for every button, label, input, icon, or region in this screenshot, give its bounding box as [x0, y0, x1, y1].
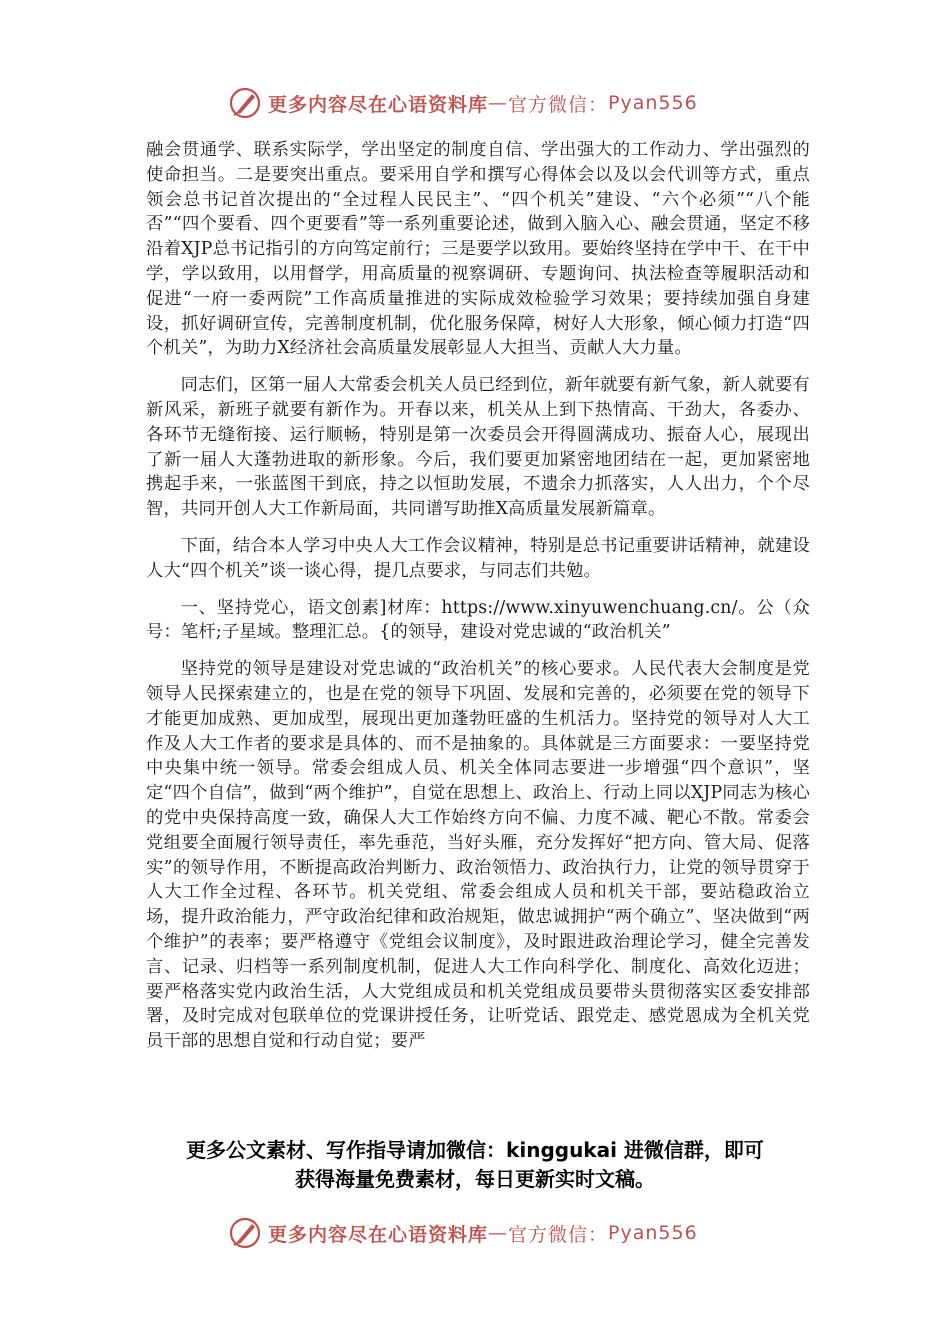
paragraph-intro: 下面，结合本人学习中央人大工作会议精神，特别是总书记重要讲话精神，就建设人大“四个机关”谈一谈心得，提几点要求，与同志们共勉。 [146, 535, 810, 581]
paragraph-party-leadership: 坚持党的领导是建设对党忠诚的“政治机关”的核心要求。人民代表大会制度是党领导人民探索建立的，也是在党的领导下巩固、发展和完善的，必须要在党的领导下才能更加成熟、更加成型，展现出更加蓬勃旺盛的生机活力。坚持党的领导对人大工作及人大工作者的要求是具体的、而不是抽象的。具体就是三方面要求：一要坚持党中央集中统一领导。常委会组成人员、机关全体同志要进一步增强“四个意识”，坚定“四个自信”，做到“两个维护”，自觉在思想上、政治上、行动上同以XJP同志为核心的党中央保持高度一致，确保人大工作始终方向不偏、力度不减、靶心不散。常委会党组要全面履行领导责任，率先垂范，当好头雁，充分发挥好“把方向、管大局、促落实”的领导作用，不断提高政治判断力、政治领悟力、政治执行力，让党的领导贯穿于人大工作全过程、各环节。机关党组、常委会组成人员和机关干部，要站稳政治立场，提升政治能力，严守政治纪律和政治规矩，做忠诚拥护“两个确立”、坚决做到“两个维护”的表率；要严格遵守《党组会议制度》，及时跟进政治理论学习，健全完善发言、记录、归档等一系列制度机制，促进人大工作向科学化、制度化、高效化迈进；要严格落实党内政治生活，人大党组成员和机关党组成员要带头贯彻落实区委安排部署，及时完成对包联单位的党课讲授任务，让听党话、跟党走、感党恩成为全机关党员干部的思想自觉和行动自觉；要严 [146, 659, 810, 1052]
watermark-wechat-id: Pyan556 [608, 92, 698, 114]
header-watermark [228, 86, 698, 120]
watermark-official-label: 官方微信： [508, 93, 609, 116]
paragraph-continuation: 融会贯通学、联系实际学，学出坚定的制度自信、学出强大的工作动力、学出强烈的使命担当。二是要突出重点。要采用自学和撰写心得体会以及以会代训等方式，重点领会总书记首次提出的“全过程人民民主”、“四个机关”建设、“六个必须”“八个能否”“四个要看、四个更要看”等一系列重要论述，做到入脑入心、融会贯通，坚定不移沿着XJP总书记指引的方向笃定前行；三是要学以致用。要始终坚持在学中干、在干中学，学以致用，以用督学，用高质量的视察调研、专题询问、执法检查等履职活动和促进“一府一委两院”工作高质量推进的实际成效检验学习效果；要持续加强自身建设，抓好调研宣传，完善制度机制，优化服务保障，树好人大形象，倾心倾力打造“四个机关”，为助力X经济社会高质量发展彰显人大担当、贡献人大力量。 [146, 140, 810, 359]
promo-line-2: 获得海量免费素材，每日更新实时文稿。 [295, 1167, 655, 1191]
watermark-brand: 更多内容尽在心语资料库 [268, 93, 489, 116]
watermark-separator: — [488, 92, 509, 114]
paragraph-comrades: 同志们，区第一届人大常委会机关人员已经到位，新年就要有新气象，新人就要有新风采，新班子就要有新作为。开春以来，机关从上到下热情高、干劲大，各委办、各环节无缝衔接、运行顺畅，特别是第一次委员会开得圆满成功、振奋人心，展现出了新一届人大蓬勃进取的新形象。今后，我们要更加紧密地团结在一起，更加紧密地携起手来，一张蓝图干到底，持之以恒助发展，不遗余力抓落实，人人出力，个个尽智，共同开创人大工作新局面，共同谱写助推X高质量发展新篇章。 [146, 375, 810, 520]
section-heading-1: 一、坚持党心，语文创素]材库：https://www.xinyuwenchuang.cn/。公（众号：笔杆;子星域。整理汇总。{的领导，建设对党忠诚的“政治机关” [146, 597, 810, 643]
footer-watermark [228, 1216, 698, 1250]
watermark-wechat-id: Pyan556 [608, 1222, 698, 1244]
watermark-brand: 更多内容尽在心语资料库 [268, 1223, 489, 1246]
pen-circle-logo-icon [228, 86, 262, 120]
watermark-separator: — [488, 1222, 509, 1244]
document-body [146, 138, 810, 1066]
pen-circle-logo-icon [228, 1216, 262, 1250]
promo-text [120, 1136, 830, 1194]
watermark-official-label: 官方微信： [508, 1223, 609, 1246]
promo-line-1: 更多公文素材、写作指导请加微信：kinggukai 进微信群，即可 [186, 1138, 764, 1162]
